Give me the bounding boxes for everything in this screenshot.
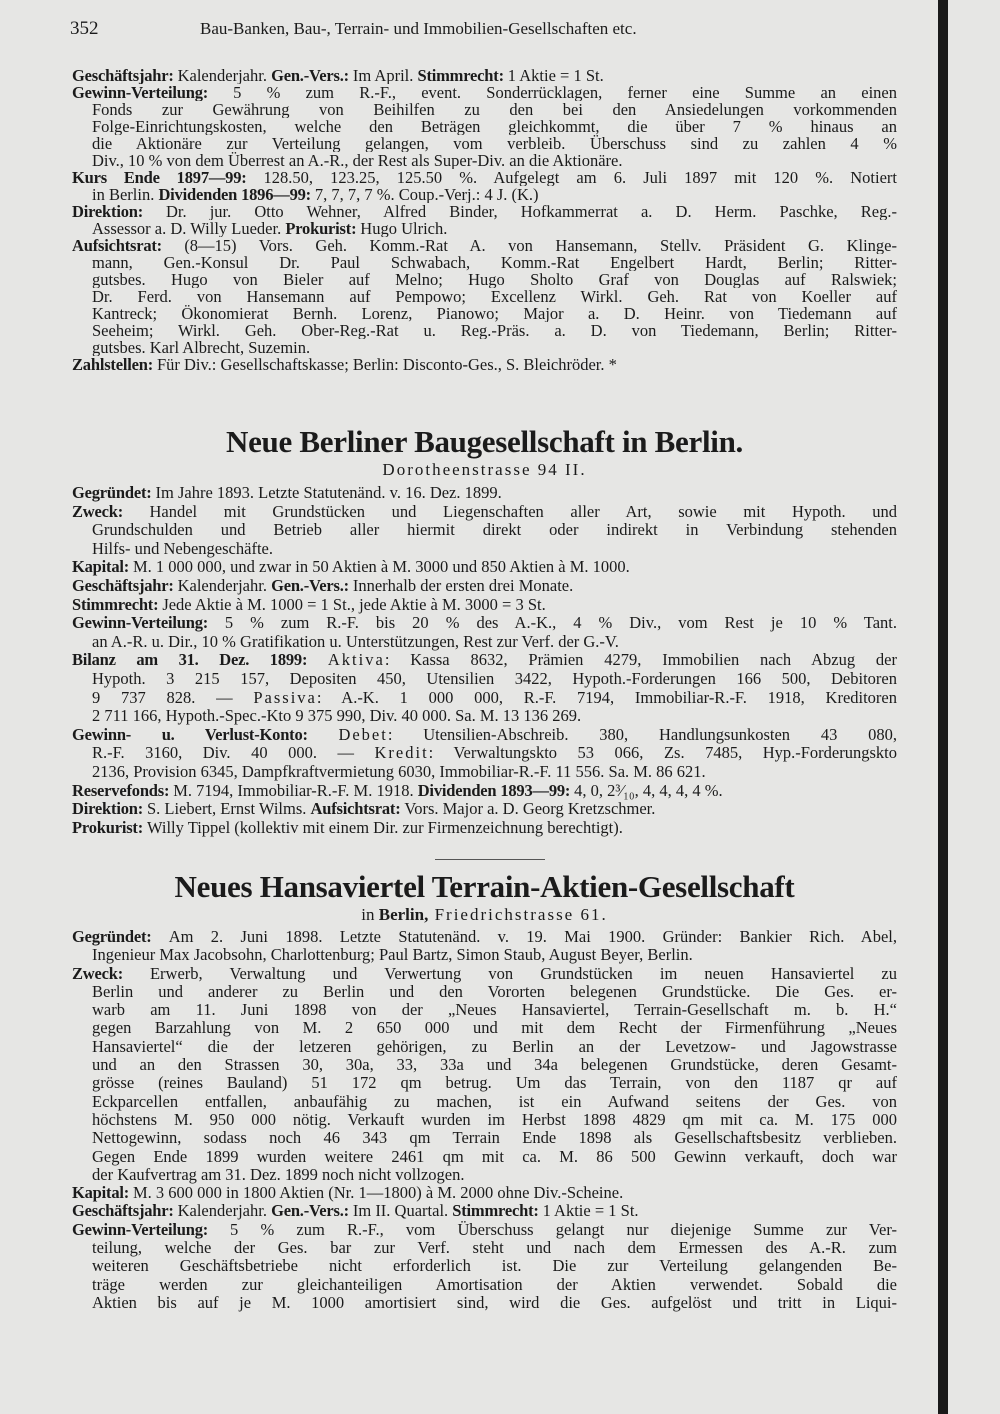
text-run: Für Div.: Gesellschaftskasse; Berlin: Disconto-Ges., S. Bleichröder. * <box>156 356 617 373</box>
text-run: R.-F. 3160, Div. 40 000. — <box>92 744 375 763</box>
field-label: Kurs Ende 1897—99: <box>72 169 264 186</box>
field-label: Kapital: <box>72 558 133 577</box>
text-run: Dr. jur. Otto Wehner, Alfred Binder, Hofkammerrat a. D. Herm. Paschke, Reg.- <box>165 203 897 220</box>
text-line <box>72 651 897 670</box>
text-line <box>72 819 897 838</box>
spaced-text: Aktiva <box>327 651 385 670</box>
text-line <box>72 503 897 522</box>
text-run: 128.50, 123.25, 125.50 %. Aufgelegt am 6. Juli 1897 mit 120 %. Notiert <box>263 169 897 186</box>
field-label: Direktion: <box>72 203 166 220</box>
text-line <box>72 928 897 946</box>
page-number: 352 <box>70 18 99 39</box>
field-label: Zahlstellen: <box>72 356 157 373</box>
text-line <box>72 84 897 101</box>
text-line <box>72 577 897 596</box>
text-line <box>92 1019 897 1037</box>
text-line <box>72 558 897 577</box>
text-run: Hypoth. 3 215 157, Depositen 450, Utensilien 3422, Hypoth.-Forderungen 166 500, Debitoren <box>92 669 897 688</box>
text-line <box>72 1184 897 1202</box>
text-line <box>92 689 897 708</box>
field-label: Gewinn-Verteilung: <box>72 614 225 633</box>
text-run: Hansaviertel“ die der letzeren gehörigen, zu Berlin an der Levetzow- und Jagowstrasse <box>92 1037 897 1056</box>
text-run: und an den Strassen 30, 30a, 33, 33a und 34a belegenen Grundstücke, deren Gesamt- <box>92 1056 897 1075</box>
text-line <box>92 152 897 169</box>
text-run: Div., 10 % von dem Überrest an A.-R., der Rest als Super-Div. an die Aktionäre. <box>92 152 623 169</box>
text-line <box>92 1074 897 1092</box>
spaced-text: Kredit <box>374 744 429 763</box>
text-line <box>92 521 897 540</box>
text-line <box>92 305 897 322</box>
field-label: Aufsichtsrat: <box>310 800 405 819</box>
text-line <box>72 800 897 819</box>
text-run: Im II. Quartal. <box>352 1202 453 1221</box>
text-line <box>92 1111 897 1129</box>
text-run: 5 % zum R.-F., vom Überschuss gelangt nur diejenige Summe zur Ver- <box>230 1220 897 1239</box>
field-label: Zweck: <box>72 502 150 521</box>
text-line <box>92 288 897 305</box>
text-line <box>92 118 897 135</box>
text-line <box>72 726 897 745</box>
field-label: Geschäftsjahr: <box>72 1202 178 1221</box>
text-line <box>72 67 897 84</box>
text-run: Am 2. Juni 1898. Letzte Statutenänd. v. 19. Mai 1900. Gründer: Bankier Rich. Abel, <box>168 928 897 946</box>
text-run: Seeheim; Wirkl. Geh. Ober-Reg.-Rat u. Reg.-Präs. a. D. von Tiedemann, Berlin; Ritter- <box>92 322 897 339</box>
text-line <box>92 271 897 288</box>
field-label: Prokurist: <box>72 818 147 837</box>
text-run: Kalenderjahr. <box>177 67 272 84</box>
text-run: : Utensilien-Abschreib. 380, Handlungsunkosten 43 080, <box>387 725 897 744</box>
text-run: Kalenderjahr. <box>177 1202 272 1221</box>
text-run: 7, 7, 7, 7 %. Coup.-Verj.: 4 J. (K.) <box>314 186 539 203</box>
text-line <box>92 322 897 339</box>
text-run: Kantreck; Ökonomierat Bernh. Lorenz, Pianowo; Major a. D. Heinr. von Tiedemann auf <box>92 305 897 322</box>
field-label: Gewinn-Verteilung: <box>72 1220 231 1239</box>
field-label: Gewinn- u. Verlust-Konto: <box>72 725 339 744</box>
text-run: Assessor a. D. Willy Lueder. <box>92 220 286 237</box>
field-label: Stimmrecht: <box>72 595 163 614</box>
running-title: Bau-Banken, Bau-, Terrain- und Immobilien-Gesellschaften etc. <box>200 19 637 38</box>
entry-address <box>72 905 897 925</box>
text-line <box>92 744 897 763</box>
text-run: : Kassa 8632, Prämien 4279, Immobilien nach Abzug der <box>384 651 897 670</box>
text-run: die Aktionäre zur Verteilung gelangen, vom verbleib. Überschuss sind zu zahlen 4 % <box>92 135 897 152</box>
section-neue-berliner-baugesellschaft <box>72 424 897 837</box>
text-run: Nettogewinn, sodass noch 46 343 qm Terrain Ende 1898 als Gesellschaftsbesitz verblieben. <box>92 1129 897 1148</box>
entry-title: Neues Hansaviertel Terrain-Aktien-Gesellschaft <box>174 869 795 904</box>
text-run: 5 % zum R.-F., event. Sonderrücklagen, ferner eine Summe an einen <box>233 84 897 101</box>
text-run: weiteren Geschäftsbetriebe nicht erforderlich ist. Die zur Verteilung gelangenden Be- <box>92 1257 897 1276</box>
text-run: warb am 11. Juni 1898 von der „Neues Hansaviertel, Terrain-Gesellschaft m. b. H.“ <box>92 1001 897 1020</box>
field-label: Stimmrecht: <box>452 1202 543 1221</box>
text-run: Hugo Ulrich. <box>360 220 448 237</box>
text-line <box>92 1166 897 1184</box>
section-divider <box>435 859 545 860</box>
spaced-text: Friedrichstrasse 61. <box>428 905 608 924</box>
text-run: 1 Aktie = 1 St. <box>507 67 604 84</box>
field-label: Gen.-Vers.: <box>271 576 353 595</box>
text-run: Im April. <box>352 67 418 84</box>
text-run: 1 Aktie = 1 St. <box>542 1202 639 1221</box>
text-line <box>92 707 897 726</box>
text-line <box>92 1257 897 1275</box>
text-run: 2136, Provision 6345, Dampfkraftvermietung 6030, Immobiliar-R.-F. 11 556. Sa. M. 86 621. <box>92 762 706 781</box>
text-run: Hilfs- und Nebengeschäfte. <box>92 539 273 558</box>
text-run: M. 1 000 000, und zwar in 50 Aktien à M. 3000 und 850 Aktien à M. 1000. <box>133 558 630 577</box>
field-label: Zweck: <box>72 964 150 983</box>
field-label: Gen.-Vers.: <box>271 1202 353 1221</box>
field-label: Gegründet: <box>72 928 169 946</box>
field-label: Prokurist: <box>285 220 361 237</box>
text-run: Kalenderjahr. <box>177 576 272 595</box>
field-label: Gewinn-Verteilung: <box>72 84 234 101</box>
text-run: höchstens M. 950 000 nötig. Verkauft wurden im Herbst 1898 4829 qm mit ca. M. 175 000 <box>92 1110 897 1129</box>
text-run: Ingenieur Max Jacobsohn, Charlottenburg; Paul Bartz, Simon Staub, August Beyer, Berlin. <box>92 946 693 965</box>
field-label: Aufsichtsrat: <box>72 237 185 254</box>
text-line <box>72 965 897 983</box>
text-run: gutsbes. Hugo von Bieler auf Melno; Hugo Sholto Graf von Douglas auf Ralswiek; <box>92 271 897 288</box>
text-run: Vors. Major a. D. Georg Kretzschmer. <box>404 800 656 819</box>
text-line <box>92 946 897 964</box>
field-label: Geschäftsjahr: <box>72 576 178 595</box>
page-edge-bar <box>938 0 948 1414</box>
text-run: 2 711 166, Hypoth.-Spec.-Kto 9 375 990, Div. 40 000. Sa. M. 13 136 269. <box>92 707 582 726</box>
text-run: Fonds zur Gewährung von Beihilfen zu den bei den Ansiedelungen vorkommenden <box>92 101 897 118</box>
text-line <box>72 484 897 503</box>
text-line <box>92 1276 897 1294</box>
text-line <box>92 1093 897 1111</box>
text-line <box>72 614 897 633</box>
text-line <box>92 670 897 689</box>
section-neues-hansaviertel <box>72 869 897 1312</box>
text-line <box>72 169 897 186</box>
field-label: Stimmrecht: <box>417 67 508 84</box>
field-label: Bilanz am 31. Dez. 1899: <box>72 651 328 670</box>
spaced-text: Debet <box>338 725 388 744</box>
text-run: teilung, welche der Ges. bar zur Verf. steht und nach dem Ermessen des A.-R. zum <box>92 1239 897 1258</box>
text-run: der Kaufvertrag am 31. Dez. 1899 noch nicht vollzogen. <box>92 1165 465 1184</box>
text-line <box>92 1239 897 1257</box>
text-run: in Berlin. <box>92 186 159 203</box>
spaced-text: Dorotheenstrasse 94 II. <box>382 460 587 479</box>
text-line <box>72 596 897 615</box>
text-run: Erwerb, Verwaltung und Verwertung von Grundstücken im neuen Hansaviertel zu <box>149 964 897 983</box>
text-line <box>92 254 897 271</box>
entry-title: Neue Berliner Baugesellschaft in Berlin. <box>226 424 743 459</box>
text-line <box>92 135 897 152</box>
text-line <box>92 633 897 652</box>
spaced-text: Passiva <box>253 688 317 707</box>
text-run: M. 7194, Immobiliar-R.-F. M. 1918. <box>173 781 418 800</box>
text-run: gegen Barzahlung von M. 2 650 000 und mit dem Recht der Firmenführung „Neues <box>92 1019 897 1038</box>
field-label: Berlin, <box>378 905 429 924</box>
text-run: : Verwaltungskto 53 066, Zs. 7485, Hyp.-Forderungskto <box>428 744 897 763</box>
text-run: 9 737 828. — <box>92 688 254 707</box>
text-run: Folge-Einrichtungskosten, welche den Beträgen gleichkommt, die über 7 % hinaus an <box>92 118 897 135</box>
text-run: : A.-K. 1 000 000, R.-F. 7194, Immobiliar-R.-F. 1918, Kreditoren <box>316 688 897 707</box>
text-line <box>72 356 897 373</box>
text-run: Jede Aktie à M. 1000 = 1 St., jede Aktie à M. 3000 = 3 St. <box>162 595 546 614</box>
text-line <box>92 763 897 782</box>
text-run: M. 3 600 000 in 1800 Aktien (Nr. 1—1800) à M. 2000 ohne Div.-Scheine. <box>133 1184 624 1203</box>
text-run: Berlin und anderer zu Berlin und den Vororten belegenen Grundstücke. Die Ges. er- <box>92 982 897 1001</box>
field-label: Gen.-Vers.: <box>271 67 353 84</box>
text-run: gutsbes. Karl Albrecht, Suzemin. <box>92 339 311 356</box>
text-line <box>92 983 897 1001</box>
text-line <box>72 782 897 801</box>
field-label: Geschäftsjahr: <box>72 67 178 84</box>
section-continued-entry <box>72 67 897 373</box>
text-line <box>92 1001 897 1019</box>
field-label: Dividenden 1893—99: <box>417 781 575 800</box>
text-run: grösse (reines Bauland) 51 172 qm betrug. Um das Terrain, von den 1187 qr auf <box>92 1074 897 1093</box>
text-line <box>92 1056 897 1074</box>
text-line <box>92 101 897 118</box>
text-run: Eckparcellen entfallen, anbaufähig zu machen, ist ein Aufwand seitens der Ges. von <box>92 1092 897 1111</box>
text-run: Im Jahre 1893. Letzte Statutenänd. v. 16. Dez. 1899. <box>155 484 502 502</box>
text-line <box>72 1202 897 1220</box>
text-line <box>92 1038 897 1056</box>
text-line <box>92 1294 897 1312</box>
text-run: an A.-R. u. Dir., 10 % Gratifikation u. Unterstützungen, Rest zur Verf. der G.-V. <box>92 632 619 651</box>
text-run: 5 % zum R.-F. bis 20 % des A.-K., 4 % Div., vom Rest je 10 % Tant. <box>224 614 897 633</box>
field-label: Kapital: <box>72 1184 133 1203</box>
field-label: Dividenden 1896—99: <box>158 186 315 203</box>
text-run: träge werden zur gleichanteiligen Amortisation der Aktien verwendet. Sobald die <box>92 1275 897 1294</box>
text-line <box>92 1129 897 1147</box>
text-run: Dr. Ferd. von Hansemann auf Pempowo; Excellenz Wirkl. Geh. Rat von Koeller auf <box>92 288 897 305</box>
text-run: Innerhalb der ersten drei Monate. <box>352 576 574 595</box>
text-run: in <box>361 905 379 924</box>
text-line <box>92 186 897 203</box>
text-line <box>72 237 897 254</box>
text-line <box>92 1148 897 1166</box>
text-run: mann, Gen.-Konsul Dr. Paul Schwabach, Komm.-Rat Engelbert Hardt, Berlin; Ritter- <box>92 254 897 271</box>
text-line <box>72 1221 897 1239</box>
text-run: Gegen Ende 1899 wurden weitere 2461 qm mit ca. M. 86 500 Gewinn verkauft, doch war <box>92 1147 897 1166</box>
field-label: Direktion: <box>72 800 147 819</box>
text-line <box>92 540 897 559</box>
text-run: (8—15) Vors. Geh. Komm.-Rat A. von Hansemann, Stellv. Präsident G. Klinge- <box>184 237 897 254</box>
field-label: Reservefonds: <box>72 781 174 800</box>
text-run: Grundschulden und Betrieb aller hiermit direkt oder indirekt in Verbindung stehenden <box>92 521 897 540</box>
text-line <box>72 203 897 220</box>
text-run: Willy Tippel (kollektiv mit einem Dir. zur Firmenzeichnung berechtigt). <box>146 818 623 837</box>
field-label: Gegründet: <box>72 484 156 502</box>
text-line <box>92 220 897 237</box>
text-run: 4, 0, 2³⁄₁₀, 4, 4, 4, 4 %. <box>574 781 723 800</box>
entry-address <box>72 460 897 480</box>
text-run: Aktien bis auf je M. 1000 amortisiert sind, wird die Ges. aufgelöst und tritt in Liqui- <box>92 1293 897 1312</box>
text-run: S. Liebert, Ernst Wilms. <box>146 800 311 819</box>
text-line <box>92 339 897 356</box>
text-run: Handel mit Grundstücken und Liegenschaften aller Art, sowie mit Hypoth. und <box>149 502 897 521</box>
